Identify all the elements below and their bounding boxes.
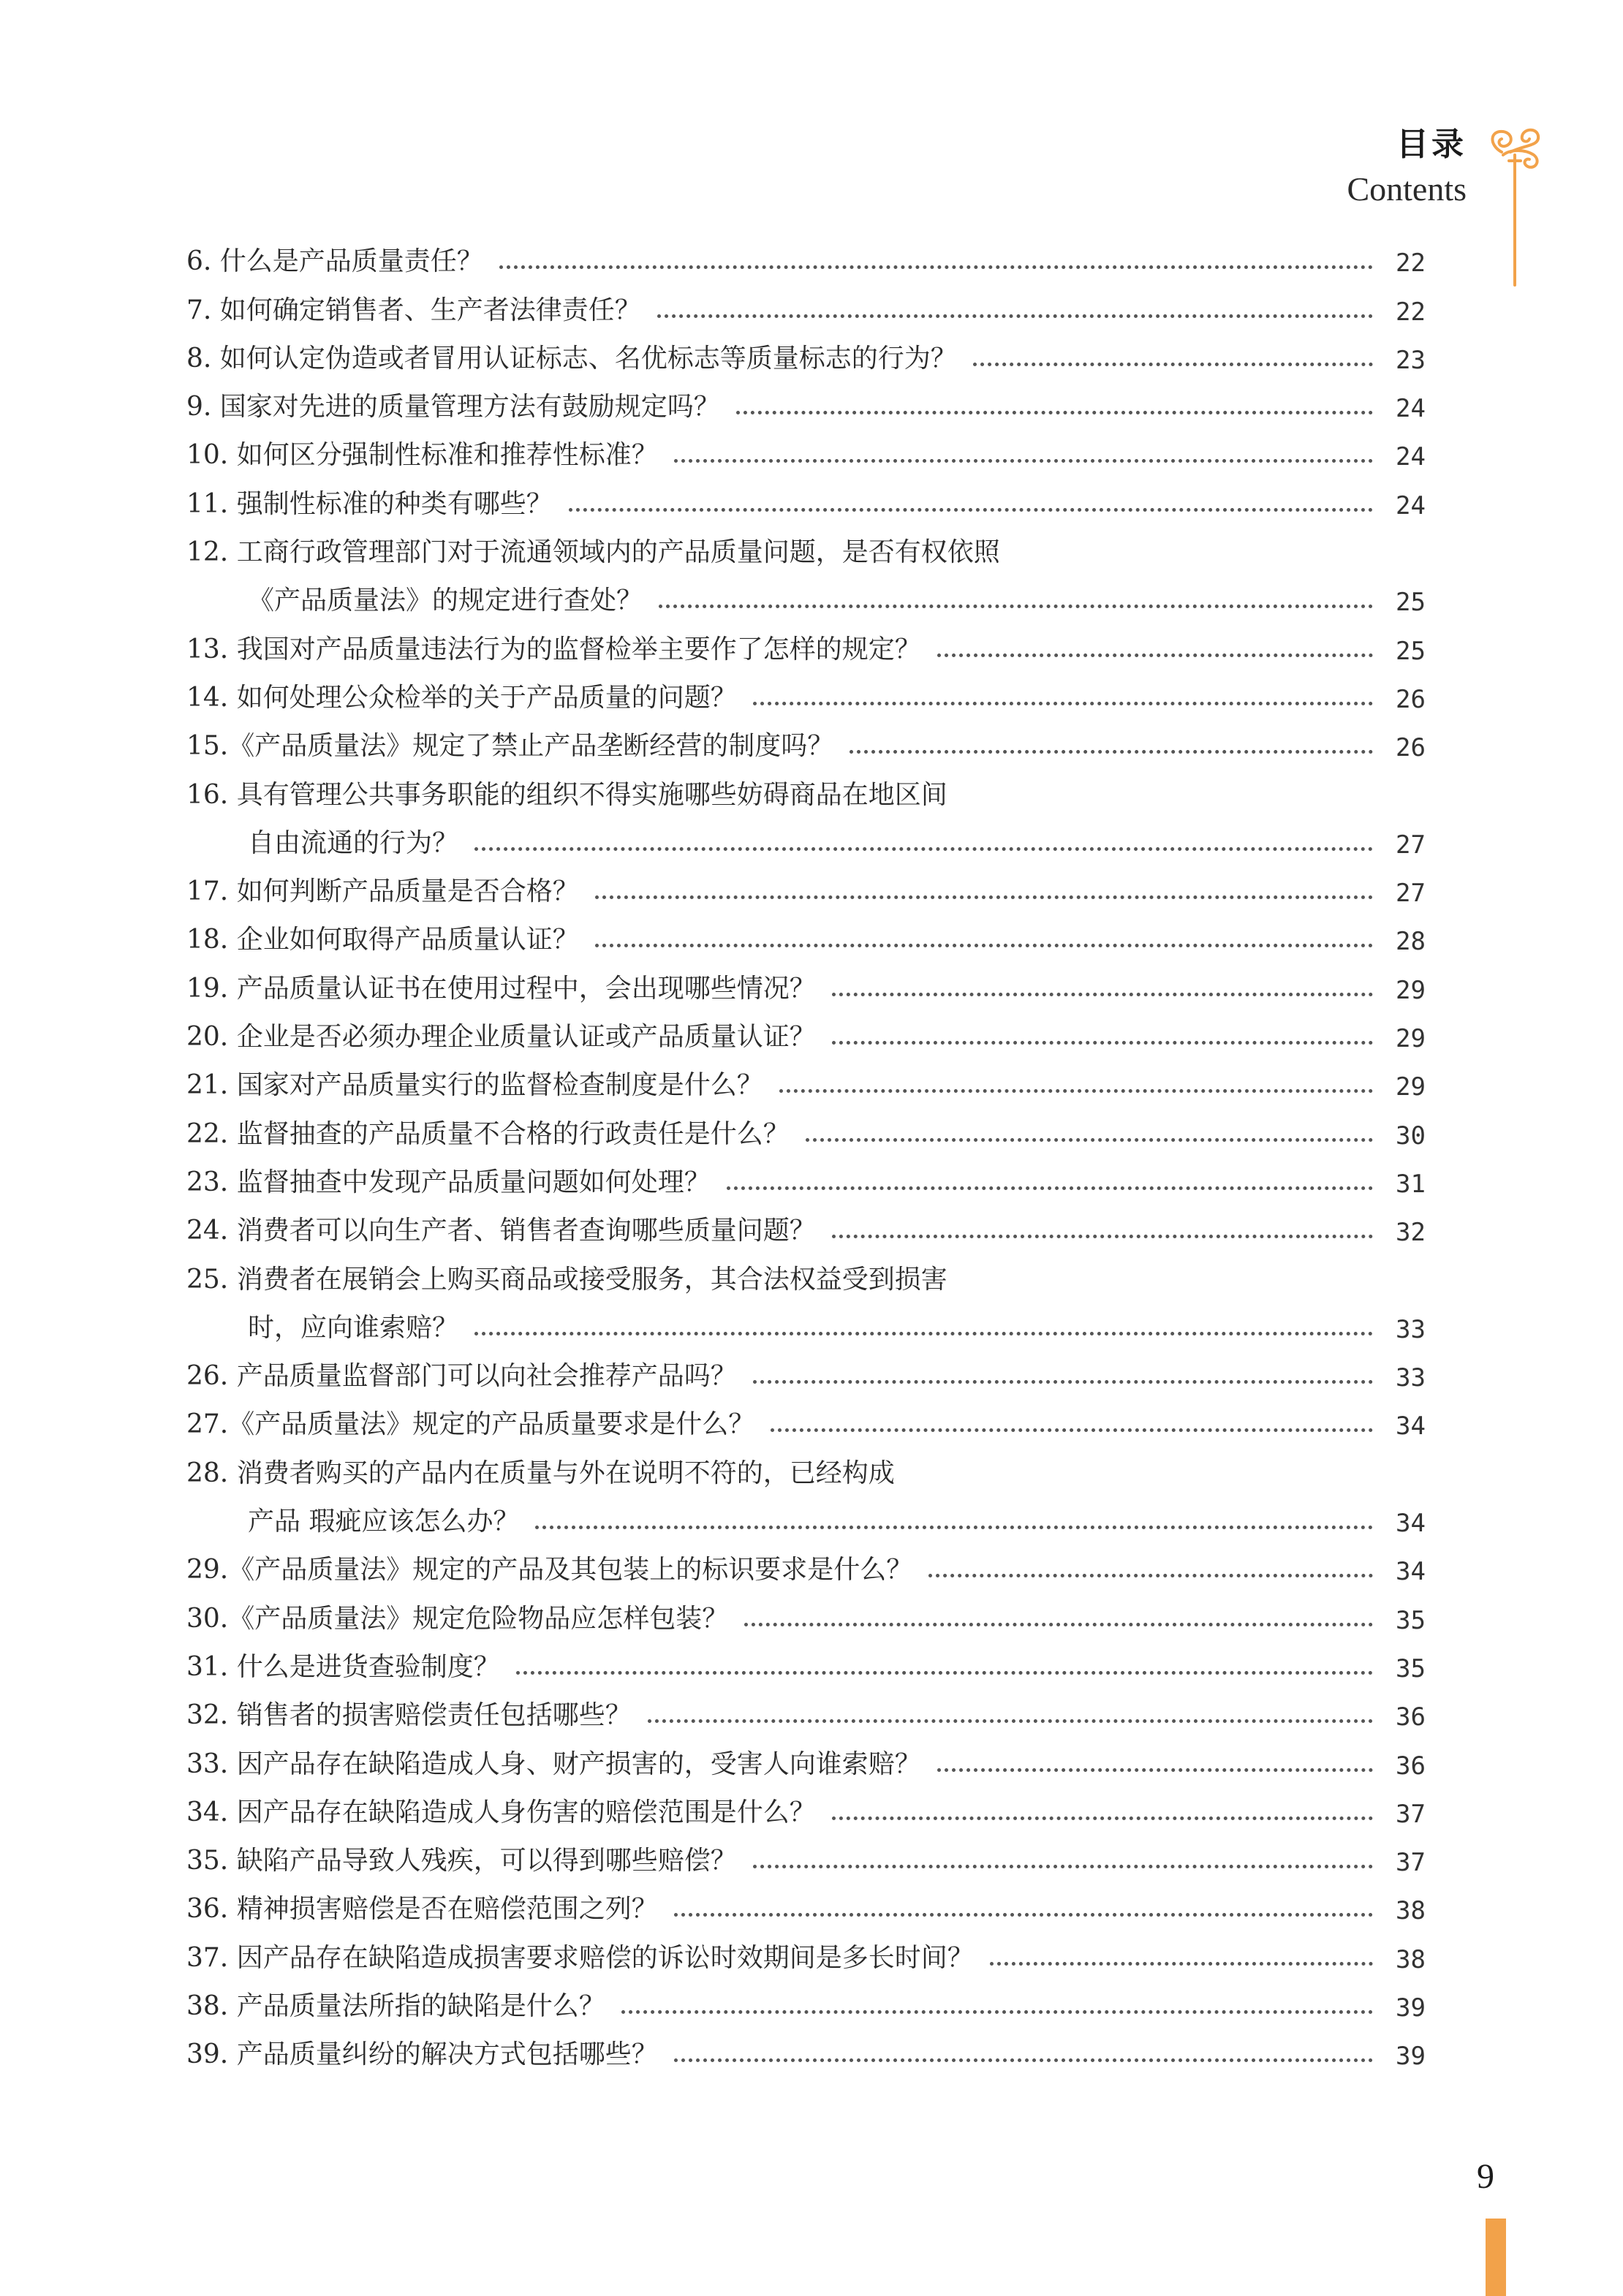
dot-leader	[569, 508, 1373, 512]
toc-entry-text: 28. 消费者购买的产品内在质量与外在说明不符的，已经构成	[186, 1458, 895, 1488]
toc-entry-text: 29.《产品质量法》规定的产品及其包装上的标识要求是什么？	[186, 1555, 913, 1585]
toc-entry[interactable]	[186, 1151, 1426, 1199]
toc-entry-text: 31. 什么是进货查验制度？	[186, 1651, 500, 1682]
header-title: 目录	[1396, 126, 1467, 163]
toc-page-number: 36	[1396, 1702, 1426, 1732]
toc-page-number: 26	[1396, 733, 1426, 763]
toc-entry-text: 20. 企业是否必须办理企业质量认证或产品质量认证？	[186, 1022, 816, 1053]
toc-entry-text: 17. 如何判断产品质量是否合格？	[186, 876, 579, 907]
toc-entry[interactable]	[186, 1635, 1426, 1683]
dot-leader	[499, 265, 1373, 269]
toc-entry[interactable]	[186, 1102, 1426, 1150]
toc-page-number: 35	[1396, 1605, 1426, 1635]
toc-page-number: 24	[1396, 490, 1426, 520]
dot-leader	[850, 750, 1373, 754]
toc-entry-text: 39. 产品质量纠纷的解决方式包括哪些？	[186, 2039, 658, 2070]
dot-leader	[779, 1089, 1373, 1093]
toc-entry-text: 34. 因产品存在缺陷造成人身伤害的赔偿范围是什么？	[186, 1797, 816, 1827]
toc-entry-text: 9. 国家对先进的质量管理方法有鼓励规定吗？	[186, 392, 720, 423]
dot-leader	[474, 847, 1373, 851]
toc-page-number: 33	[1396, 1363, 1426, 1393]
toc-entry[interactable]	[186, 617, 1426, 665]
dot-leader	[753, 1865, 1373, 1868]
toc-page-number: 23	[1396, 345, 1426, 375]
toc-page-number: 26	[1396, 684, 1426, 714]
toc-entry[interactable]	[186, 1829, 1426, 1877]
toc-entry-text: 32. 销售者的损害赔偿责任包括哪些？	[186, 1700, 632, 1731]
toc-entry[interactable]	[186, 2023, 1426, 2071]
toc-page-number: 34	[1396, 1412, 1426, 1441]
dot-leader	[736, 411, 1373, 414]
toc-entry-text: 10. 如何区分强制性标准和推荐性标准？	[186, 440, 658, 471]
toc-page-number: 27	[1396, 879, 1426, 909]
dot-leader	[832, 1041, 1373, 1045]
toc-page-number: 39	[1396, 2042, 1426, 2072]
toc-page-number: 39	[1396, 1993, 1426, 2023]
dot-leader	[674, 2058, 1373, 2062]
dot-leader	[474, 1332, 1373, 1335]
dot-leader	[990, 1962, 1373, 1966]
toc-entry-text: 35. 缺陷产品导致人残疾，可以得到哪些赔偿？	[186, 1846, 737, 1876]
dot-leader	[771, 1428, 1373, 1432]
toc-page-number: 34	[1396, 1509, 1426, 1539]
toc-entry[interactable]	[186, 762, 1426, 811]
dot-leader	[937, 1768, 1373, 1772]
toc-entry-text: 36. 精神损害赔偿是否在赔偿范围之列？	[186, 1894, 658, 1925]
toc-entry[interactable]	[186, 1490, 1426, 1538]
toc-entry[interactable]	[186, 327, 1426, 375]
toc-entry-text: 14. 如何处理公众检举的关于产品质量的问题？	[186, 682, 737, 713]
toc-entry-text: 8. 如何认定伪造或者冒用认证标志、名优标志等质量标志的行为？	[186, 343, 957, 374]
toc-page-number: 27	[1396, 830, 1426, 860]
toc-page-number: 36	[1396, 1751, 1426, 1781]
toc-entry-text: 19. 产品质量认证书在使用过程中，会出现哪些情况？	[186, 973, 816, 1004]
toc-entry[interactable]	[186, 1732, 1426, 1780]
toc-entry-text: 15.《产品质量法》规定了禁止产品垄断经营的制度吗？	[186, 731, 834, 762]
toc-entry-text: 33. 因产品存在缺陷造成人身、财产损害的，受害人向谁索赔？	[186, 1748, 921, 1779]
toc-entry[interactable]	[186, 1974, 1426, 2023]
toc-entry[interactable]	[186, 666, 1426, 714]
toc-entry-text: 25. 消费者在展销会上购买商品或接受服务，其合法权益受到损害	[186, 1264, 947, 1295]
dot-leader	[595, 944, 1373, 947]
page-header	[1347, 126, 1467, 208]
toc-page-number: 35	[1396, 1653, 1426, 1683]
dot-leader	[727, 1186, 1373, 1190]
header-subtitle: Contents	[1347, 170, 1467, 208]
toc-page-number: 29	[1396, 975, 1426, 1005]
toc-page-number: 22	[1396, 297, 1426, 327]
toc-page-number: 29	[1396, 1024, 1426, 1054]
dot-leader	[832, 993, 1373, 996]
toc-entry[interactable]	[186, 1538, 1426, 1586]
dot-leader	[674, 459, 1373, 463]
toc-entry[interactable]	[186, 1053, 1426, 1102]
toc-entry-text: 12. 工商行政管理部门对于流通领域内的产品质量问题，是否有权依照	[186, 537, 1000, 568]
toc-entry-text: 26. 产品质量监督部门可以向社会推荐产品吗？	[186, 1361, 737, 1392]
toc-entry-text: 7. 如何确定销售者、生产者法律责任？	[186, 295, 641, 325]
toc-page-number: 24	[1396, 442, 1426, 472]
toc-entry[interactable]	[186, 956, 1426, 1004]
toc-entry[interactable]	[186, 860, 1426, 908]
toc-entry[interactable]	[186, 520, 1426, 569]
dot-leader	[832, 1816, 1373, 1820]
toc-entry[interactable]	[186, 1199, 1426, 1247]
toc-entry[interactable]	[186, 423, 1426, 471]
toc-entry-text: 37. 因产品存在缺陷造成损害要求赔偿的诉讼时效期间是多长时间？	[186, 1942, 974, 1973]
table-of-contents	[186, 230, 1426, 2071]
dot-leader	[753, 1380, 1373, 1384]
toc-page-number: 33	[1396, 1314, 1426, 1344]
toc-entry[interactable]	[186, 1683, 1426, 1732]
toc-entry-text: 时，应向谁索赔？	[248, 1312, 459, 1343]
toc-page-number: 38	[1396, 1896, 1426, 1926]
dot-leader	[973, 363, 1373, 366]
toc-page-number: 22	[1396, 249, 1426, 279]
toc-entry[interactable]	[186, 1005, 1426, 1053]
toc-page-number: 31	[1396, 1169, 1426, 1199]
page-number: 9	[1477, 2157, 1494, 2196]
dot-leader	[535, 1526, 1373, 1529]
toc-page-number: 32	[1396, 1218, 1426, 1248]
dot-leader	[928, 1574, 1373, 1577]
toc-entry[interactable]	[186, 569, 1426, 617]
dot-leader	[516, 1671, 1373, 1675]
dot-leader	[744, 1623, 1373, 1626]
toc-entry-text: 6. 什么是产品质量责任？	[186, 246, 483, 277]
toc-entry-text: 30.《产品质量法》规定危险物品应怎样包装？	[186, 1603, 729, 1634]
toc-entry[interactable]	[186, 1393, 1426, 1441]
dot-leader	[595, 895, 1373, 899]
toc-page-number: 30	[1396, 1121, 1426, 1151]
toc-entry-text: 22. 监督抽查的产品质量不合格的行政责任是什么？	[186, 1118, 790, 1149]
dot-leader	[753, 702, 1373, 705]
toc-entry[interactable]	[186, 714, 1426, 762]
toc-entry-text: 13. 我国对产品质量违法行为的监督检举主要作了怎样的规定？	[186, 634, 921, 664]
toc-page-number: 25	[1396, 588, 1426, 618]
dot-leader	[659, 605, 1373, 608]
toc-entry[interactable]	[186, 811, 1426, 860]
toc-entry-text: 27.《产品质量法》规定的产品质量要求是什么？	[186, 1409, 755, 1440]
toc-entry-text: 16. 具有管理公共事务职能的组织不得实施哪些妨碍商品在地区间	[186, 779, 947, 810]
toc-entry[interactable]	[186, 278, 1426, 326]
ornament-icon	[1481, 123, 1547, 291]
toc-entry[interactable]	[186, 1877, 1426, 1925]
toc-entry[interactable]	[186, 908, 1426, 956]
dot-leader	[648, 1719, 1373, 1723]
toc-entry[interactable]	[186, 1296, 1426, 1344]
toc-page-number: 37	[1396, 1848, 1426, 1878]
toc-page-number: 37	[1396, 1799, 1426, 1829]
toc-entry-text: 21. 国家对产品质量实行的监督检查制度是什么？	[186, 1070, 763, 1101]
toc-entry[interactable]	[186, 375, 1426, 423]
toc-page-number: 29	[1396, 1072, 1426, 1102]
dot-leader	[657, 314, 1373, 318]
toc-entry[interactable]	[186, 1781, 1426, 1829]
toc-entry-text: 38. 产品质量法所指的缺陷是什么？	[186, 1990, 605, 2021]
toc-entry-text: 《产品质量法》的规定进行查处？	[248, 586, 643, 616]
dot-leader	[832, 1235, 1373, 1238]
toc-entry[interactable]	[186, 1344, 1426, 1393]
toc-page-number: 38	[1396, 1944, 1426, 1974]
toc-page-number: 28	[1396, 927, 1426, 957]
side-bar-accent	[1486, 2219, 1506, 2296]
toc-entry[interactable]	[186, 230, 1426, 278]
toc-entry[interactable]	[186, 1925, 1426, 1974]
dot-leader	[806, 1138, 1373, 1142]
toc-page-number: 34	[1396, 1557, 1426, 1587]
dot-leader	[621, 2010, 1373, 2014]
toc-entry-text: 23. 监督抽查中发现产品质量问题如何处理？	[186, 1167, 711, 1197]
toc-entry[interactable]	[186, 1441, 1426, 1489]
toc-entry-text: 24. 消费者可以向生产者、销售者查询哪些质量问题？	[186, 1216, 816, 1246]
toc-entry[interactable]	[186, 1247, 1426, 1295]
dot-leader	[674, 1913, 1373, 1917]
toc-entry[interactable]	[186, 471, 1426, 520]
toc-entry-text: 18. 企业如何取得产品质量认证？	[186, 925, 579, 955]
toc-entry-text: 11. 强制性标准的种类有哪些？	[186, 488, 553, 519]
toc-entry-text: 产品 瑕疵应该怎么办？	[248, 1507, 520, 1537]
toc-page-number: 24	[1396, 394, 1426, 424]
toc-page-number: 25	[1396, 636, 1426, 666]
dot-leader	[937, 653, 1373, 657]
toc-entry[interactable]	[186, 1586, 1426, 1634]
toc-entry-text: 自由流通的行为？	[248, 827, 459, 858]
